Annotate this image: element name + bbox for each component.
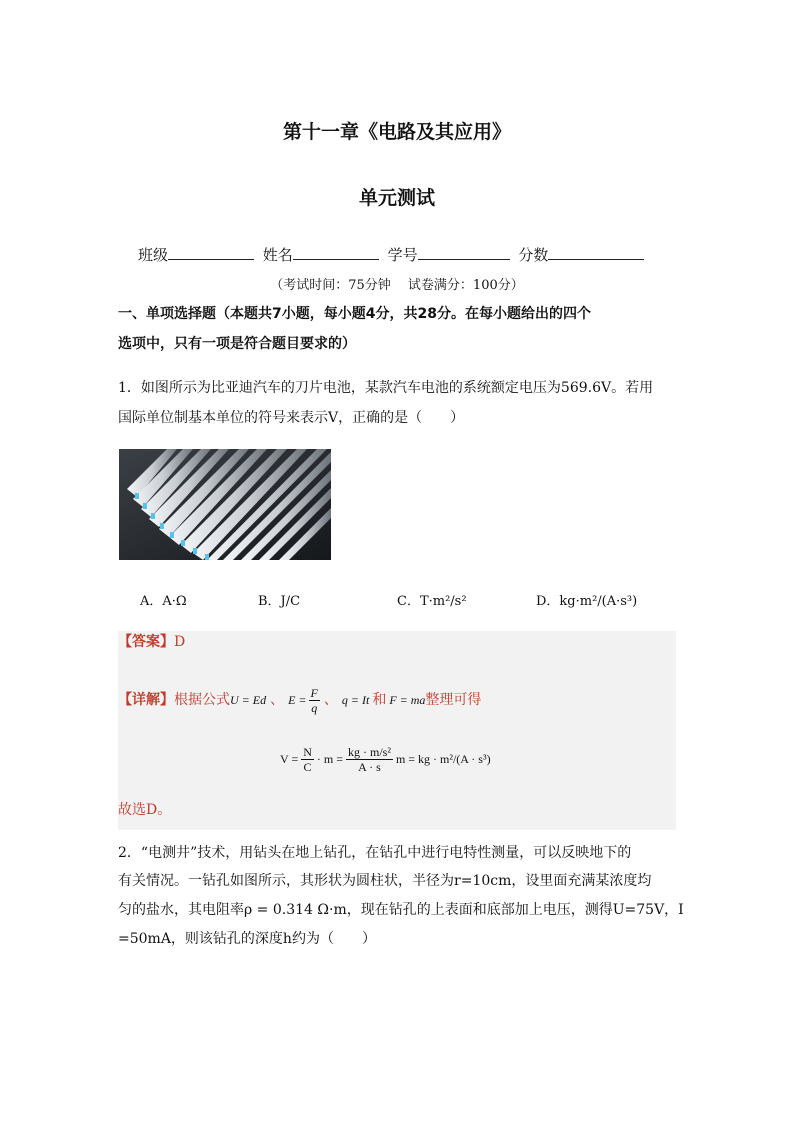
class-blank bbox=[168, 245, 254, 260]
name-label: 姓名 bbox=[262, 246, 293, 264]
detail-prefix: 根据公式 bbox=[174, 692, 230, 708]
id-label: 学号 bbox=[387, 246, 418, 264]
section-heading-line2: 选项中，只有一项是符合题目要求的） bbox=[118, 336, 356, 352]
eq-denominator-c: C bbox=[303, 759, 312, 774]
sep-1: 、 bbox=[270, 692, 285, 708]
eq-numerator-n: N bbox=[303, 744, 312, 759]
formula-q-it: q = It bbox=[341, 693, 370, 707]
question-1-line1: 1．如图所示为比亚迪汽车的刀片电池，某款汽车电池的系统额定电压为569.6V。若用 bbox=[118, 380, 654, 396]
eq-fraction-n-c bbox=[301, 745, 314, 774]
detail-suffix: 整理可得 bbox=[425, 692, 482, 708]
option-c: C．T·m²/s² bbox=[397, 594, 467, 609]
conclusion-text: 故选D。 bbox=[118, 802, 172, 818]
answer-label: 【答案】 bbox=[118, 634, 174, 650]
question-1-line2: 国际单位制基本单位的符号来表示V，正确的是（ ） bbox=[118, 410, 465, 426]
student-info-row bbox=[138, 244, 644, 265]
formula-e-lhs: E = bbox=[288, 693, 307, 707]
and-text: 和 bbox=[372, 692, 387, 708]
section-heading-line1: 一、单项选择题（本题共7小题，每小题4分，共28分。在每小题给出的四个 bbox=[118, 306, 591, 322]
score-label: 分数 bbox=[518, 246, 549, 264]
detail-label: 【详解】 bbox=[118, 692, 174, 708]
class-label: 班级 bbox=[138, 246, 169, 264]
eq-lhs: V = bbox=[280, 751, 299, 766]
score-blank bbox=[548, 245, 644, 260]
answer-box bbox=[118, 631, 676, 830]
doc-subtitle: 单元测试 bbox=[358, 187, 435, 209]
question-2-line2: 有关情况。一钻孔如图所示，其形状为圆柱状，半径为r=10cm，设里面充满某浓度均 bbox=[118, 873, 652, 889]
eq-denominator-as: A · s bbox=[358, 759, 381, 774]
fraction-denominator-q: q bbox=[311, 700, 318, 715]
name-blank bbox=[293, 245, 379, 260]
option-d: D．kg·m²/(A·s³) bbox=[536, 594, 638, 609]
detail-line bbox=[118, 683, 481, 717]
eq-numerator-kg: kg · m/s² bbox=[348, 744, 391, 759]
question-2-line3: 匀的盐水，其电阻率ρ = 0.314 Ω·m，现在钻孔的上表面和底部加上电压，测得U=75V，I bbox=[118, 902, 684, 918]
blade-battery-image bbox=[119, 449, 331, 560]
eq-fraction-kg bbox=[346, 745, 393, 774]
formula-e-fraction bbox=[309, 686, 320, 715]
eq-m: · m = bbox=[316, 751, 343, 766]
answer-line bbox=[118, 632, 185, 652]
blade-battery-illustration bbox=[119, 449, 331, 560]
option-a: A．A·Ω bbox=[140, 594, 187, 609]
question-2-line1: 2．“电测井”技术，用钻头在地上钻孔，在钻孔中进行电特性测量，可以反映地下的 bbox=[118, 845, 632, 861]
formula-f-ma: F = ma bbox=[389, 693, 426, 707]
doc-title: 第十一章《电路及其应用》 bbox=[282, 121, 511, 143]
fraction-numerator-f: F bbox=[310, 685, 318, 700]
eq-rhs: m = kg · m²/(A · s³) bbox=[395, 751, 491, 766]
exam-note: （考试时间：75分钟 试卷满分：100分） bbox=[270, 278, 524, 293]
formula-u-ed: U = Ed bbox=[230, 693, 267, 707]
derivation-equation bbox=[280, 741, 491, 777]
sep-2: 、 bbox=[323, 692, 338, 708]
answer-value: D bbox=[174, 634, 186, 650]
question-2-line4: =50mA，则该钻孔的深度h约为（ ） bbox=[118, 931, 376, 947]
id-blank bbox=[418, 245, 510, 260]
option-b: B．J/C bbox=[258, 594, 301, 609]
